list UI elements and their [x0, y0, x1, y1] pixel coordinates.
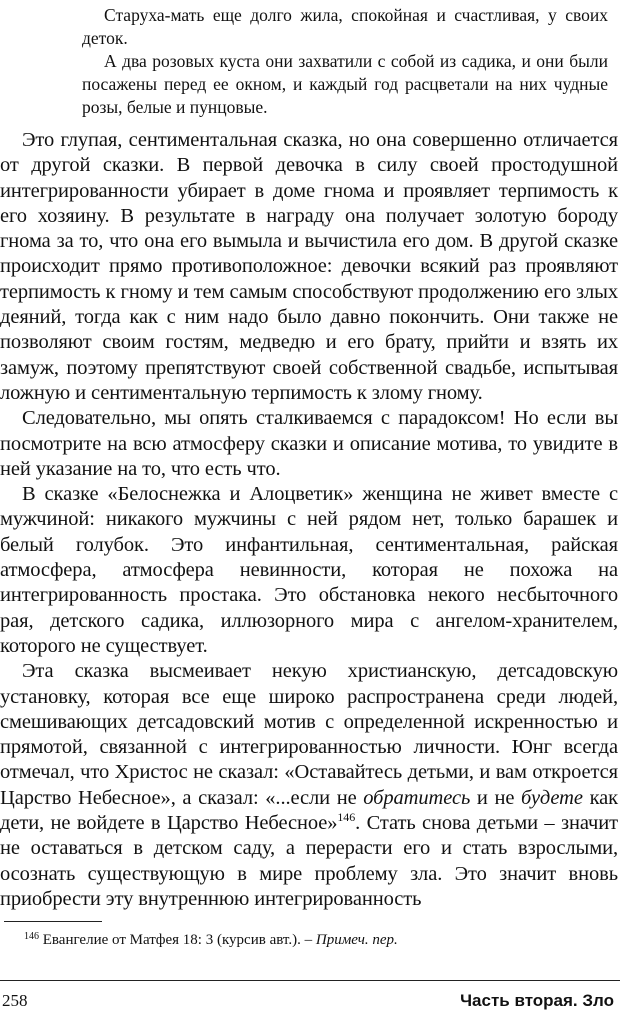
footnote-ref[interactable]: 146: [337, 810, 356, 825]
paragraph-4-part-a: Эта сказка высмеивает некую христианскую, детсадовскую установку, которая все еще широко распространена среди людей, смешивающих детсадовский мотив с определенной искренностью и прямотой, связанной с интегрированностью личности. Юнг всегда отмечал, что Христос не сказал: «Оставайтесь детьми, и вам откроется Царство Небесное», а сказал: «...если не: [0, 660, 618, 809]
quote-paragraph-2: А два розовых куста они захватили с собой из садика, и они были посажены перед ее окном, и каждый год расцветали на них чудные розы, белые и пунцовые.: [82, 51, 608, 117]
paragraph-4: [0, 659, 618, 912]
paragraph-4-part-d: . Стать снова детьми – значит не оставаться в детском саду, а перерасти его и стать взрослыми, осознать существующую в мире проблему зла. Это значит вновь приобрести эту внутреннюю интегрированность: [0, 812, 618, 910]
paragraph-2: Следовательно, мы опять сталкиваемся с парадоксом! Но если вы посмотрите на всю атмосферу сказки и описание мотива, то увидите в ней указание на то, что есть что.: [0, 407, 618, 480]
fairy-tale-quote: [82, 4, 608, 119]
quote-paragraph-1: Старуха-мать еще долго жила, спокойная и счастливая, у своих деток.: [82, 5, 608, 48]
running-title: Часть вторая. Зло: [460, 991, 614, 1010]
paragraph-4-part-c: как дети, не войдете в Царство Небесное»: [0, 786, 618, 835]
footnote-divider: [4, 921, 102, 922]
page-number: 258: [2, 991, 28, 1010]
footnote-translator-note: Примеч. пер.: [315, 932, 398, 948]
paragraph-4-part-b: и не: [470, 786, 522, 809]
italic-budete: будете: [521, 786, 583, 809]
main-text: [0, 128, 618, 912]
footer-divider: [0, 980, 620, 981]
footnote-number: 146: [24, 931, 39, 942]
paragraph-1: Это глупая, сентиментальная сказка, но она совершенно отличается от другой сказки. В первой девочка в силу своей простодушной интегрированности убирает в доме гнома и проявляет терпимость к его хозяину. В результате в награду она получает золотую бороду гнома за то, что она его вымыла и вычистила его дом. В другой сказке происходит прямо противоположное: девочки всякий раз проявляют терпимость к гному и тем самым способствуют продолжению его злых деяний, тогда как с ним надо было давно покончить. Они также не позволяют своим гостям, медведю и его брату, прийти и взять их замуж, поэтому препятствуют своей собственной свадьбе, испытывая ложную и сентиментальную терпимость к злому гному.: [0, 129, 618, 404]
footnote-text: Евангелие от Матфея 18: 3 (курсив авт.). –: [39, 932, 316, 948]
paragraph-3: В сказке «Белоснежка и Алоцветик» женщина не живет вместе с мужчиной: никакого мужчины с ней рядом нет, только барашек и белый голубок. Это инфантильная, сентиментальная, райская атмосфера, атмосфера невинности, которая не похожа на интегрированность простака. Это обстановка некого несбыточного рая, детского садика, иллюзорного мира с ангелом-хранителем, которого не существует.: [0, 483, 618, 657]
footnote: [24, 930, 614, 950]
italic-obratites: обратитесь: [363, 786, 471, 809]
